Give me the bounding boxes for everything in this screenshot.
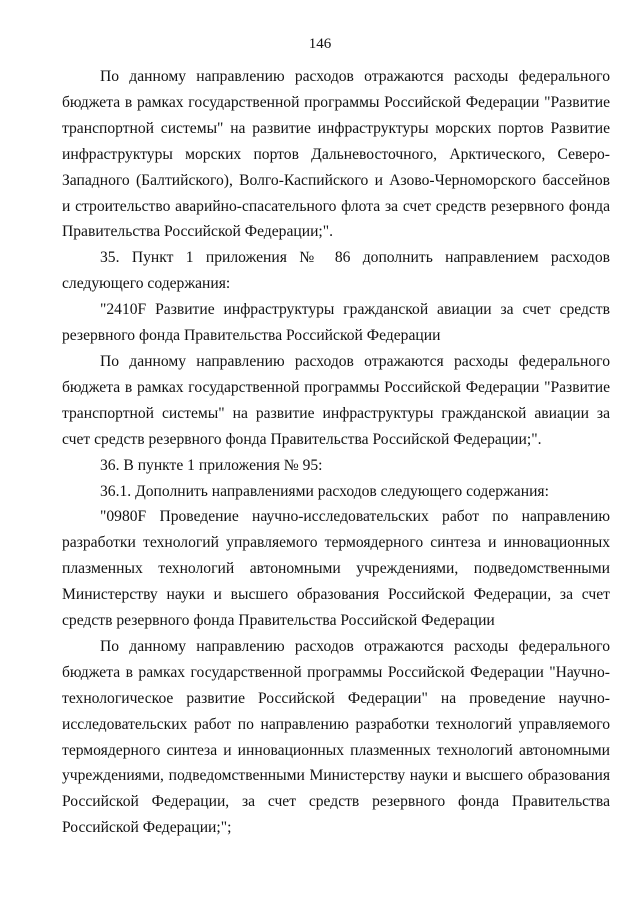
paragraph-expenses-seaports: По данному направлению расходов отражаются расходы федерального бюджета в рамках государственной программы Российской Федерации "Развитие транспортной системы" на развитие инфраструктуры морских портов Развитие инфраструктуры морских портов Дальневосточного, Арктического, Северо-Западного (Балтийского), Волго-Каспийского и Азово-Черноморского бассейнов и строительство аварийно-спасательного флота за счет средств резервного фонда Правительства Российской Федерации;". <box>62 68 610 241</box>
paragraph-expenses-fusion-research: По данному направлению расходов отражаются расходы федерального бюджета в рамках государственной программы Российской Федерации "Научно-технологическое развитие Российской Федерации" на проведение научно-исследовательских работ по направлению разработки технологий управляемого термоядерного синтеза и инновационных плазменных технологий автономными учреждениями, подведомственными Министерству науки и высшего образования Российской Федерации, за счет средств резервного фонда Правительства Российской Федерации;"; <box>62 637 610 837</box>
paragraph-item-36-1: 36.1. Дополнить направлениями расходов следующего содержания: <box>100 482 549 500</box>
document-body <box>62 64 610 841</box>
paragraph-code-2410f: "2410F Развитие инфраструктуры гражданской авиации за счет средств резервного фонда Правительства Российской Федерации <box>62 301 610 345</box>
paragraph-expenses-civil-aviation: По данному направлению расходов отражаются расходы федерального бюджета в рамках государственной программы Российской Федерации "Развитие транспортной системы" на развитие инфраструктуры гражданской авиации за счет средств резервного фонда Правительства Российской Федерации;". <box>62 352 610 448</box>
paragraph-item-35: 35. Пункт 1 приложения № 86 дополнить направлением расходов следующего содержания: <box>62 249 610 293</box>
paragraph-item-36: 36. В пункте 1 приложения № 95: <box>100 456 323 474</box>
paragraph-code-0980f: "0980F Проведение научно-исследовательских работ по направлению разработки технологий управляемого термоядерного синтеза и инновационных плазменных технологий автономными учреждениями, подведомственными Министерству науки и высшего образования Российской Федерации, за счет средств резервного фонда Правительства Российской Федерации <box>62 508 610 630</box>
page-number: 146 <box>308 36 332 52</box>
